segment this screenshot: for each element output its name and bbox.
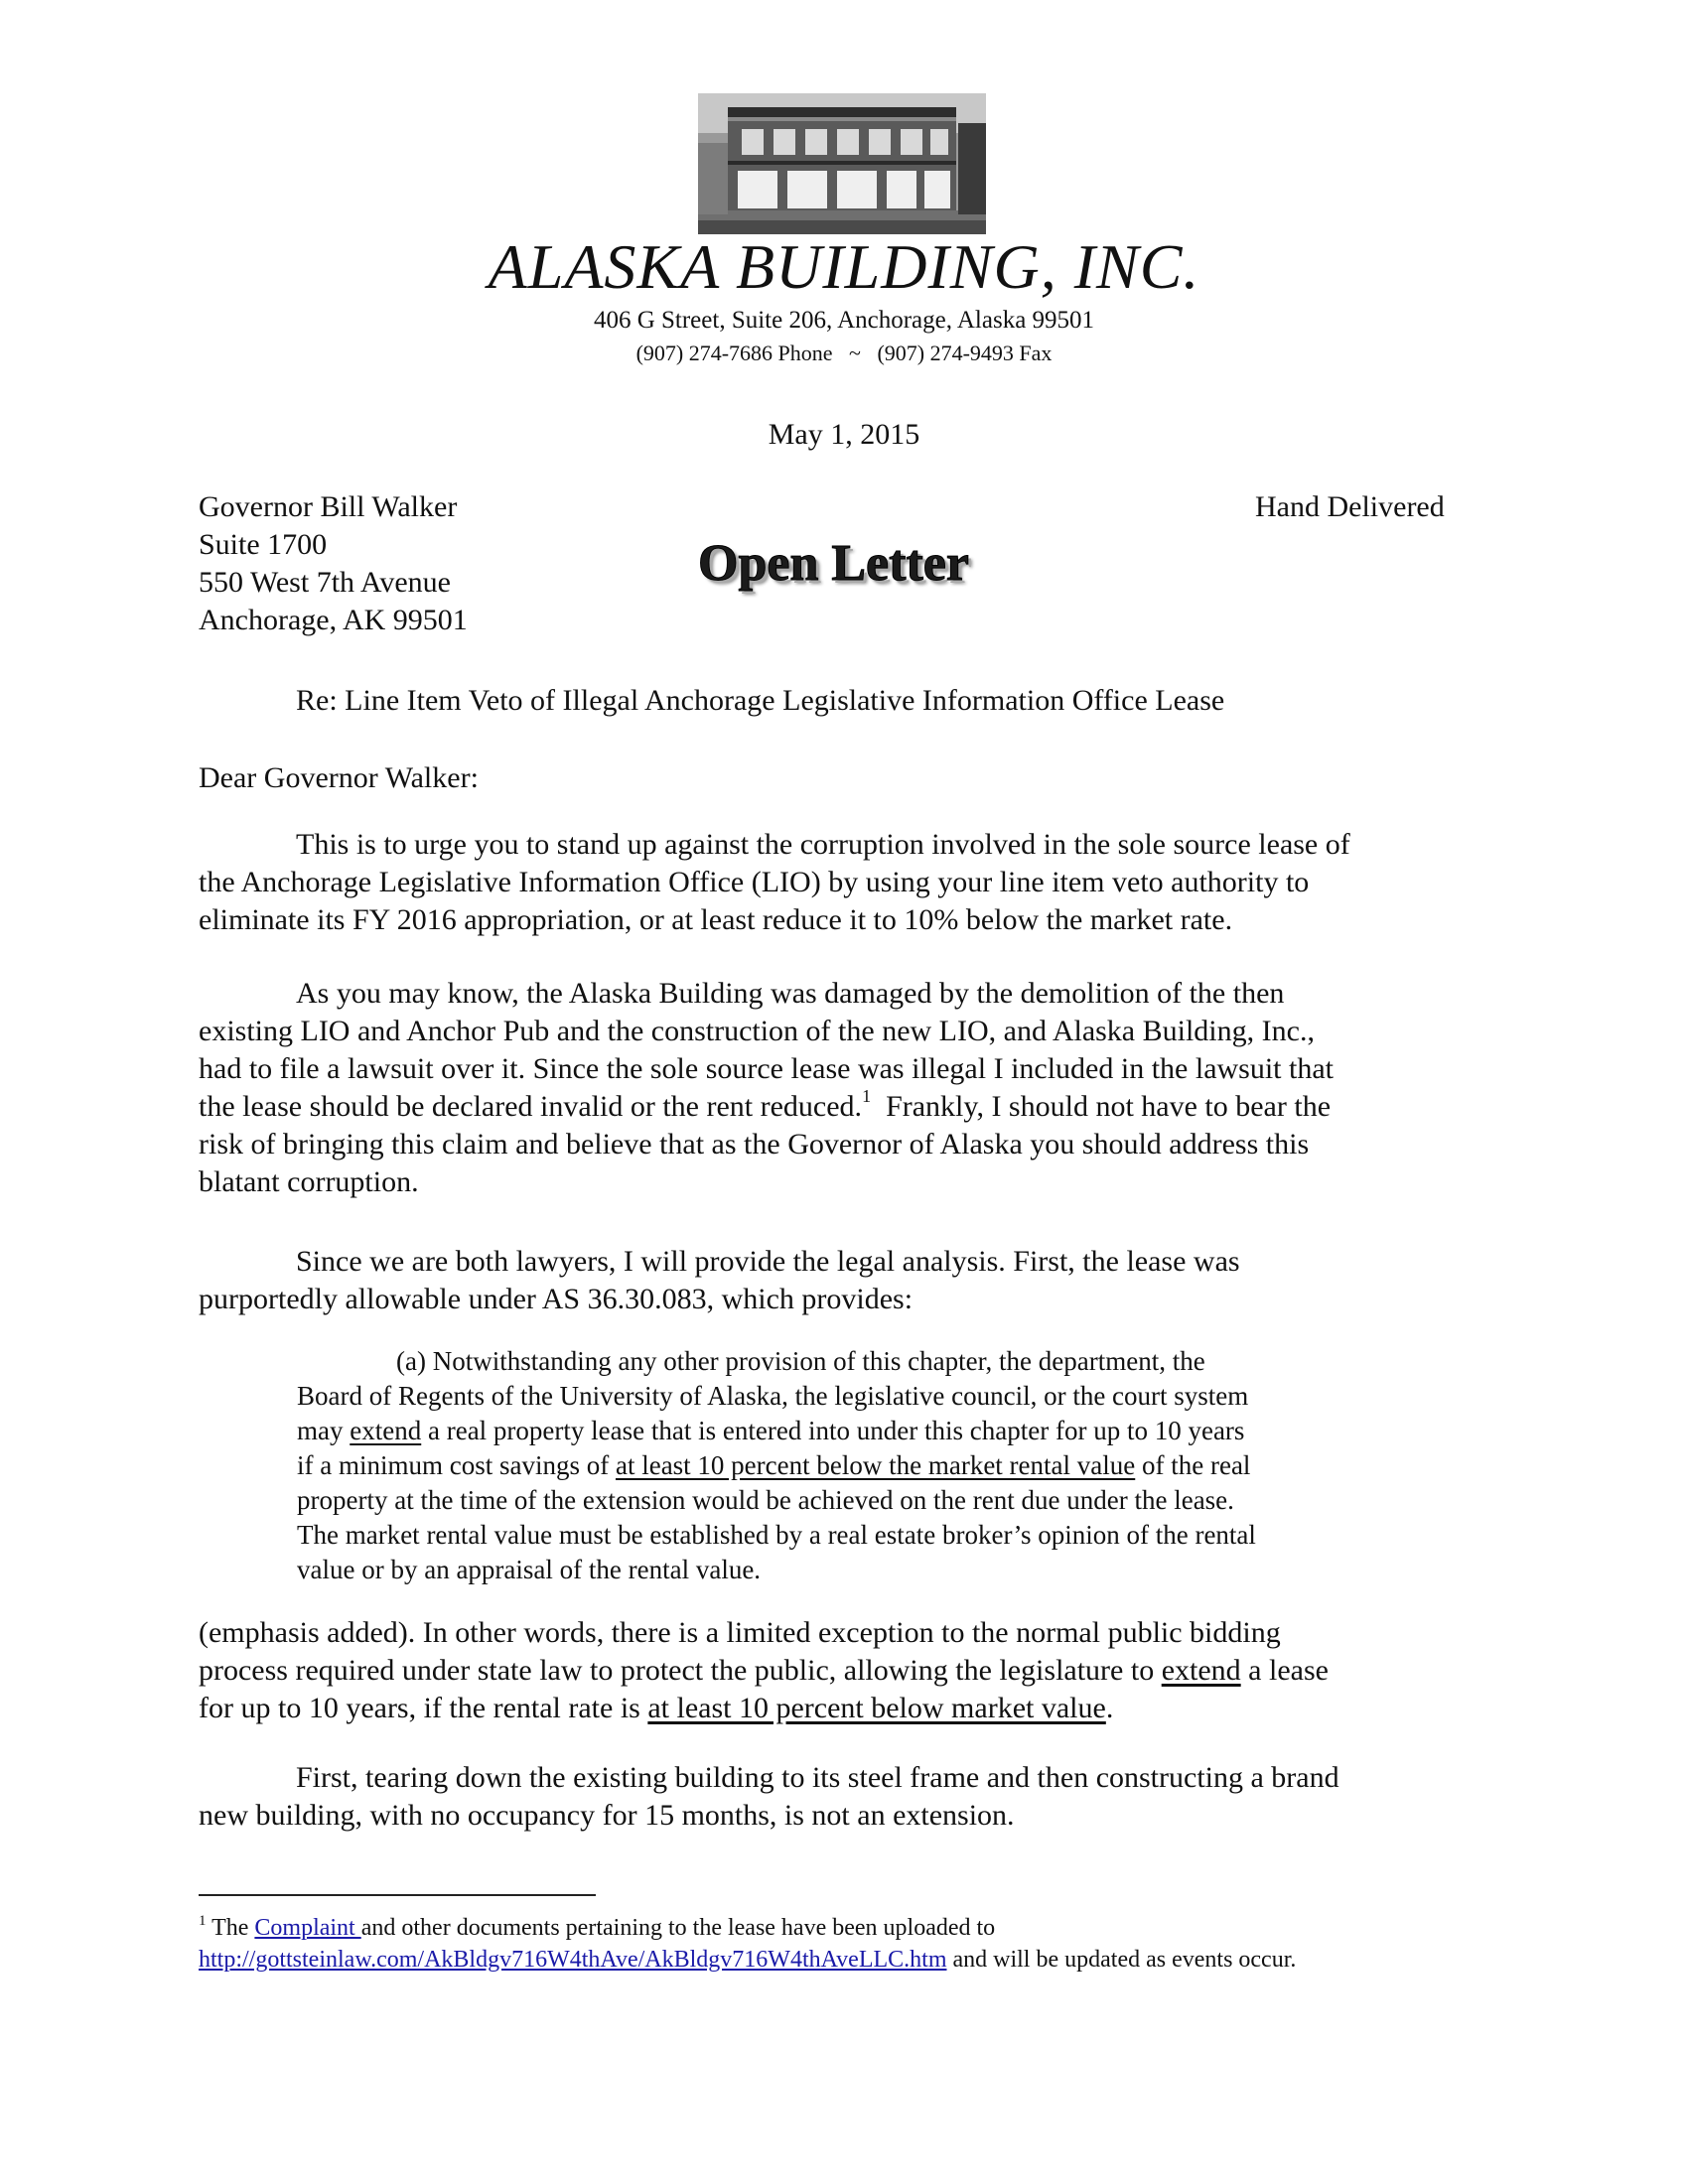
salutation: Dear Governor Walker:: [199, 761, 479, 794]
paragraph-line: Since we are both lawyers, I will provide the legal analysis. First, the lease was: [296, 1245, 1240, 1278]
documents-url-link[interactable]: http://gottsteinlaw.com/AkBldgv716W4thAve/AkBldgv716W4thAveLLC.htm: [199, 1947, 947, 1973]
building-photo: [698, 93, 986, 234]
company-phone-fax: [0, 339, 1688, 368]
paragraph-line: First, tearing down the existing building to its steel frame and then constructing a brand: [296, 1761, 1339, 1794]
paragraph-line: risk of bringing this claim and believe that as the Governor of Alaska you should address this: [199, 1128, 1310, 1160]
statute-quote: [297, 1344, 1389, 1587]
quote-line: property at the time of the extension would be achieved on the rent due under the lease.: [297, 1485, 1234, 1515]
paragraph-2: [199, 975, 1489, 1201]
paragraph-4: [199, 1614, 1489, 1727]
paragraph-line: This is to urge you to stand up against the corruption involved in the sole source lease of: [296, 828, 1350, 861]
footnote-marker: 1: [199, 1913, 207, 1929]
text-run: and other documents pertaining to the lease have been uploaded to: [360, 1915, 996, 1941]
recipient-address: [199, 488, 468, 639]
paragraph-line: purportedly allowable under AS 36.30.083, which provides:: [199, 1283, 914, 1315]
text-run: process required under state law to protect the public, allowing the legislature to: [199, 1654, 1162, 1687]
emphasis-extend: extend: [350, 1416, 422, 1445]
recipient-line: 550 West 7th Avenue: [199, 566, 451, 599]
paragraph-line: the Anchorage Legislative Information Office (LIO) by using your line item veto authority to: [199, 866, 1310, 898]
open-letter-stamp: Open Letter: [698, 535, 969, 592]
footnote-separator: [199, 1894, 596, 1896]
paragraph-line: [199, 1690, 1489, 1727]
text-run: the lease should be declared invalid or the rent reduced.: [199, 1090, 863, 1123]
paragraph-line: eliminate its FY 2016 appropriation, or at least reduce it to 10% below the market rate.: [199, 903, 1233, 936]
text-run: of the real: [1135, 1450, 1251, 1480]
paragraph-3: [199, 1243, 1489, 1318]
emphasis-market-value: at least 10 percent below the market rental value: [615, 1450, 1136, 1480]
footnote-line: [199, 1912, 1296, 1944]
company-address: 406 G Street, Suite 206, Anchorage, Alaska 99501: [593, 307, 1095, 334]
complaint-link[interactable]: Complaint: [254, 1915, 361, 1941]
text-run: for up to 10 years, if the rental rate is: [199, 1692, 648, 1724]
quote-line: [297, 1448, 1389, 1483]
phone-separator: ~: [849, 341, 861, 365]
paragraph-5: [199, 1759, 1489, 1835]
quote-line: Board of Regents of the University of Alaska, the legislative council, or the court system: [297, 1381, 1249, 1411]
paragraph-line: blatant corruption.: [199, 1165, 419, 1198]
fax-number: (907) 274-9493 Fax: [877, 341, 1053, 365]
paragraph-line: [199, 1088, 1489, 1126]
text-run: and will be updated as events occur.: [946, 1947, 1297, 1973]
paragraph-1: [199, 826, 1489, 939]
paragraph-line: [199, 1652, 1489, 1690]
footnote-reference[interactable]: 1: [862, 1086, 872, 1106]
letter-date: May 1, 2015: [768, 418, 920, 451]
delivery-method: Hand Delivered: [1255, 490, 1445, 523]
paragraph-line: As you may know, the Alaska Building was damaged by the demolition of the then: [296, 977, 1285, 1010]
recipient-line: Anchorage, AK 99501: [199, 604, 468, 636]
paragraph-line: existing LIO and Anchor Pub and the construction of the new LIO, and Alaska Building, Inc.,: [199, 1015, 1315, 1047]
phone-number: (907) 274-7686 Phone: [635, 341, 833, 365]
emphasis-extend: extend: [1161, 1654, 1241, 1687]
recipient-line: Governor Bill Walker: [199, 490, 458, 523]
paragraph-line: (emphasis added). In other words, there is a limited exception to the normal public bidding: [199, 1616, 1281, 1649]
footnote-line: [199, 1944, 1296, 1976]
emphasis-market-value: at least 10 percent below market value: [647, 1692, 1106, 1724]
paragraph-line: had to file a lawsuit over it. Since the sole source lease was illegal I included in the lawsuit that: [199, 1052, 1335, 1085]
quote-line: [297, 1414, 1389, 1448]
text-run: a lease: [1240, 1654, 1329, 1687]
text-run: a real property lease that is entered into under this chapter for up to 10 years: [421, 1416, 1245, 1445]
subject-line: Re: Line Item Veto of Illegal Anchorage Legislative Information Office Lease: [296, 684, 1225, 717]
text-run: The: [206, 1915, 255, 1941]
recipient-line: Suite 1700: [199, 528, 328, 561]
quote-line: The market rental value must be established by a real estate broker’s opinion of the rental: [297, 1520, 1256, 1550]
footnote: [199, 1912, 1296, 1976]
text-run: Frankly, I should not have to bear the: [871, 1090, 1332, 1123]
paragraph-line: new building, with no occupancy for 15 months, is not an extension.: [199, 1799, 1015, 1832]
text-run: .: [1105, 1692, 1114, 1724]
text-run: may: [297, 1416, 351, 1445]
quote-line: (a) Notwithstanding any other provision of this chapter, the department, the: [396, 1346, 1205, 1376]
quote-line: value or by an appraisal of the rental value.: [297, 1555, 762, 1584]
text-run: if a minimum cost savings of: [297, 1450, 616, 1480]
company-name: ALASKA BUILDING, INC.: [488, 231, 1200, 302]
